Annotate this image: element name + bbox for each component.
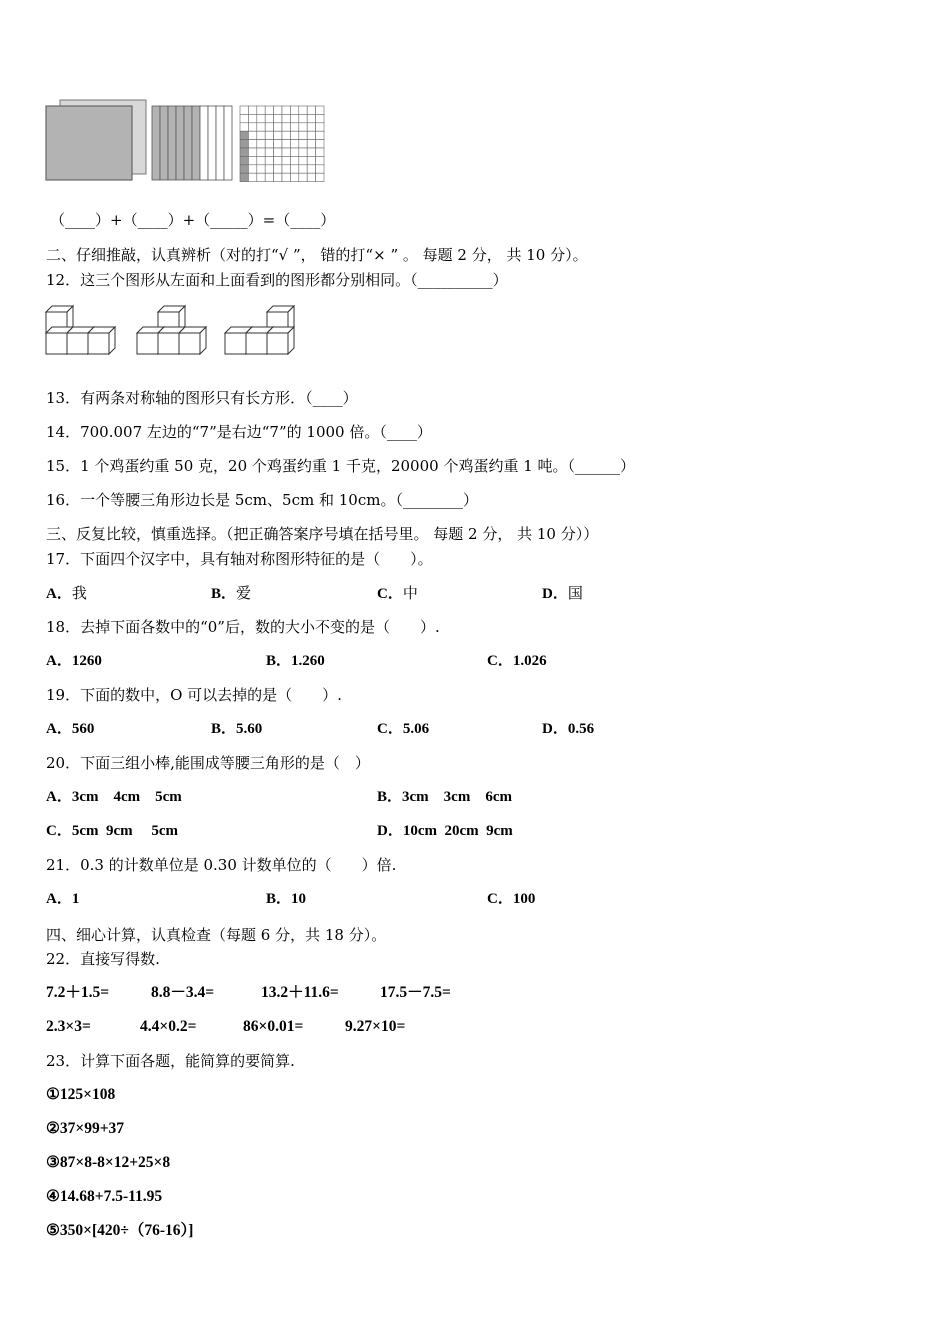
calc-item: 4.4×0.2= [140,1018,197,1035]
q17-option-d[interactable]: D．国 [542,584,583,602]
calc-item: 9.27×10= [345,1018,406,1035]
question-15: 15．1 个鸡蛋约重 50 克，20 个鸡蛋约重 1 千克，20000 个鸡蛋约重 1 吨。（______） [46,457,636,475]
question-22-stem: 22．直接写得数. [46,950,160,968]
question-14: 14．700.007 左边的“7”是右边“7”的 1000 倍。（____） [46,423,432,441]
q20-option-a[interactable]: A．3cm 4cm 5cm [46,789,182,805]
section3-heading: 三、反复比较，慎重选择。（把正确答案序号填在括号里。 每题 2 分， 共 10 分）） [46,525,599,543]
q21-option-b[interactable]: B．10 [266,891,307,907]
q18-option-b[interactable]: B．1.260 [266,653,325,669]
q20-option-d[interactable]: D．10cm 20cm 9cm [377,823,513,839]
q19-option-b[interactable]: B．5.60 [211,721,263,737]
cube-stacks-figure [44,300,300,360]
question-20-stem: 20．下面三组小棒,能围成等腰三角形的是（ ） [46,754,370,772]
question-12: 12．这三个图形从左面和上面看到的图形都分别相同。（__________） [46,271,508,289]
q18-option-a[interactable]: A．1260 [46,653,102,669]
calc-problem: ①125×108 [46,1086,116,1103]
q17-option-c[interactable]: C．中 [377,584,418,602]
question-16: 16．一个等腰三角形边长是 5cm、5cm 和 10cm。（________） [46,491,478,509]
calc-item: 7.2＋1.5= [46,984,110,1001]
calc-problem: ④14.68+7.5-11.95 [46,1188,163,1205]
calc-item: 86×0.01= [243,1018,304,1035]
q19-option-c[interactable]: C．5.06 [377,721,430,737]
question-23-stem: 23．计算下面各题，能简算的要简算. [46,1052,295,1070]
blocks-sum-formula: （____）+（____）+（_____）=（____） [50,211,336,229]
question-21-stem: 21．0.3 的计数单位是 0.30 计数单位的（ ）倍. [46,856,397,874]
q21-option-a[interactable]: A．1 [46,891,80,907]
q20-option-b[interactable]: B．3cm 3cm 6cm [377,789,512,805]
calc-item: 13.2＋11.6= [261,984,339,1001]
calc-item: 8.8－3.4= [151,984,215,1001]
section2-heading: 二、仔细推敲，认真辨析（对的打“√ ”， 错的打“× ” 。 每题 2 分， 共 10 分）。 [46,246,588,264]
q19-option-d[interactable]: D．0.56 [542,721,595,737]
q21-option-c[interactable]: C．100 [487,891,536,907]
question-19-stem: 19．下面的数中，O 可以去掉的是（ ）. [46,686,342,704]
calc-item: 2.3×3= [46,1018,91,1035]
question-18-stem: 18．去掉下面各数中的“0”后，数的大小不变的是（ ）. [46,618,440,636]
calc-problem: ③87×8-8×12+25×8 [46,1154,171,1171]
question-13: 13．有两条对称轴的图形只有长方形．（____） [46,389,358,407]
calc-item: 17.5－7.5= [380,984,451,1001]
q17-option-b[interactable]: B．爱 [211,584,252,602]
q18-option-c[interactable]: C．1.026 [487,653,547,669]
section4-heading: 四、细心计算，认真检查（每题 6 分，共 18 分）。 [46,926,387,944]
place-value-blocks-figure [44,98,328,184]
q17-option-a[interactable]: A．我 [46,584,87,602]
calc-problem: ②37×99+37 [46,1120,125,1137]
question-17-stem: 17．下面四个汉字中，具有轴对称图形特征的是（ ）。 [46,550,433,568]
q20-option-c[interactable]: C．5cm 9cm 5cm [46,823,179,839]
q19-option-a[interactable]: A．560 [46,721,95,737]
calc-problem: ⑤350×[420÷（76-16）] [46,1222,194,1239]
